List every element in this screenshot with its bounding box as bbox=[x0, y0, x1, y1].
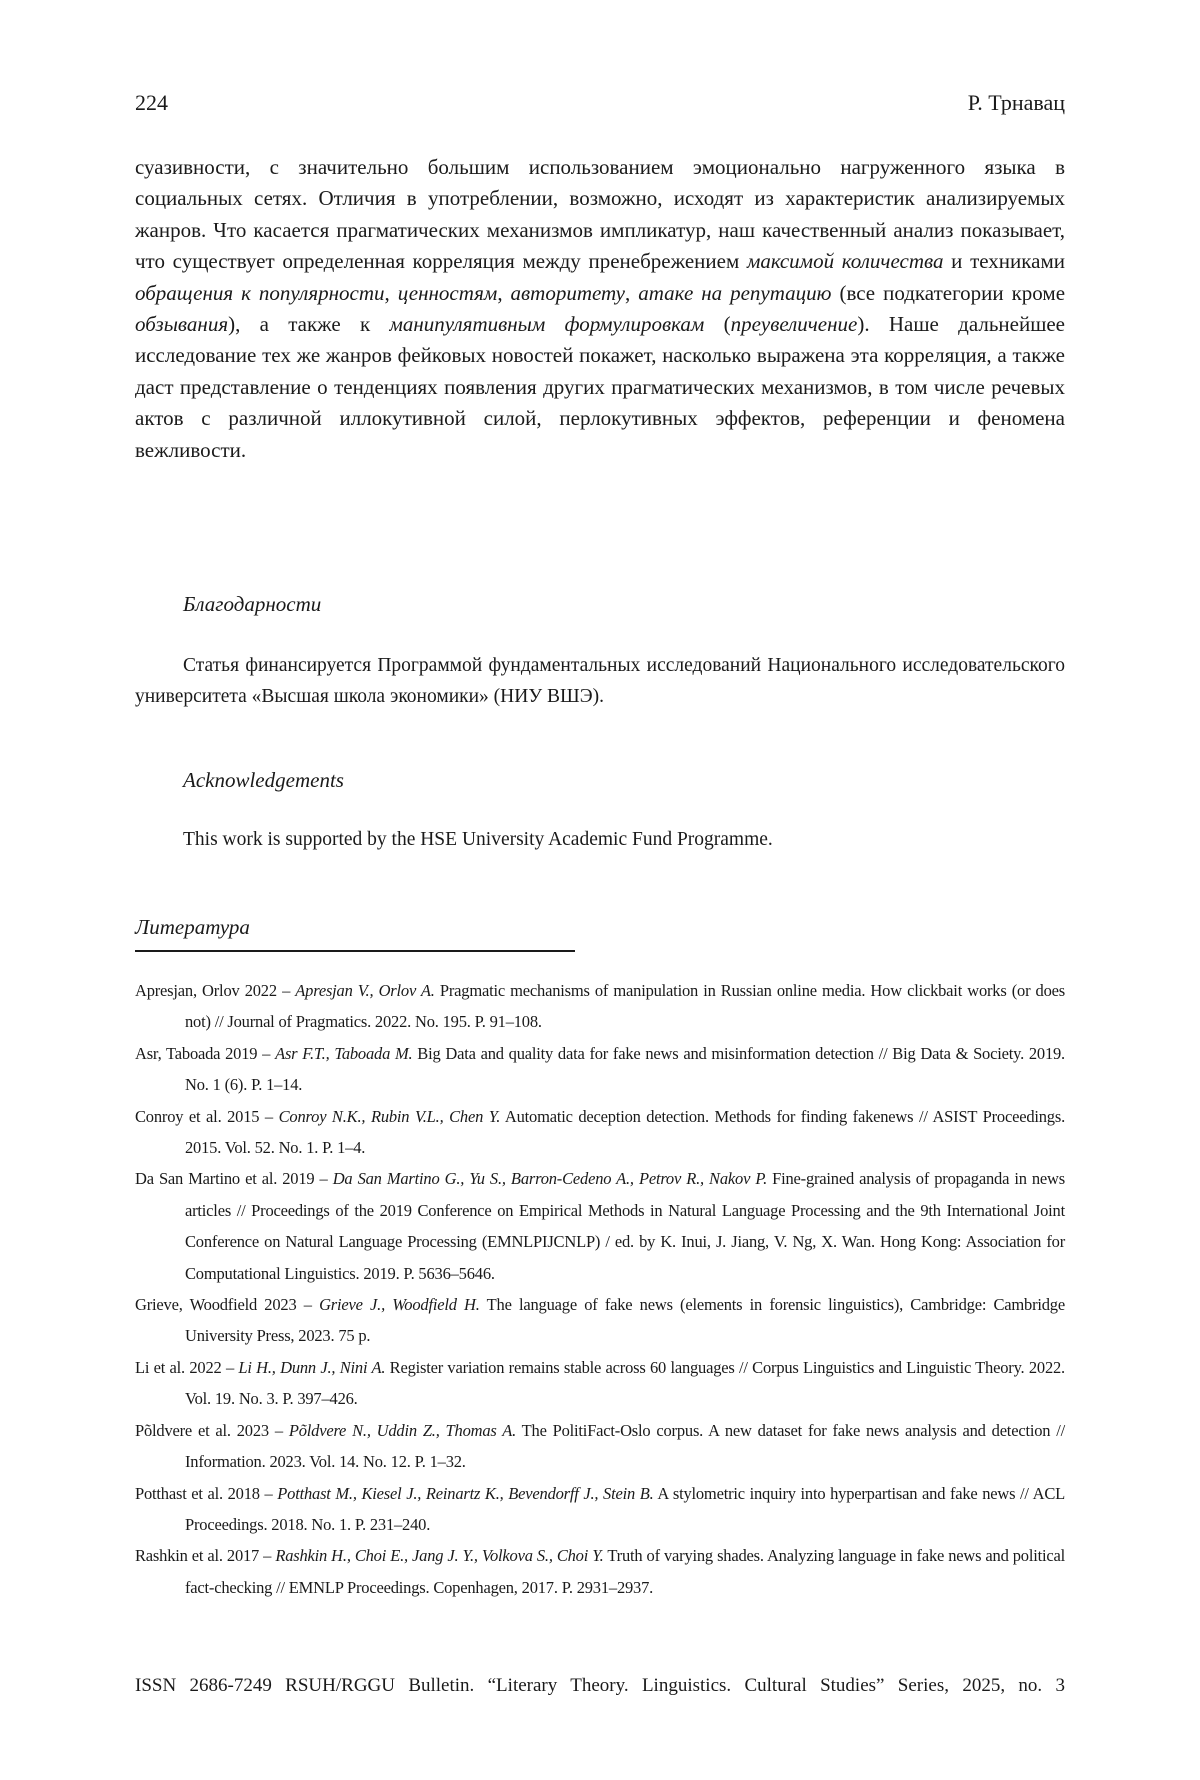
reference-text: Big Data and quality data for fake news and misinformation detection // Big Data & Society. 2019. No. 1 (6). P. 1–14. bbox=[185, 1044, 1065, 1094]
italic-term: обращения к популярности bbox=[135, 281, 385, 305]
body-text: ). Наше дальнейшее исследование тех же жанров фейковых новостей покажет, насколько выражена эта корреляция, а также даст представление о тенденциях появления других прагматических механизмов, в том числе речевых актов с раз­личной иллокутивной силой, перлокутивных эффектов, референции и феномена вежливости. bbox=[135, 312, 1065, 462]
reference-authors: Põldvere N., Uddin Z., Thomas A. bbox=[289, 1421, 516, 1440]
body-text: , bbox=[625, 281, 638, 305]
running-author: Р. Трнавац bbox=[968, 90, 1065, 116]
reference-key: Conroy et al. 2015 – bbox=[135, 1107, 279, 1126]
body-text: ), а также к bbox=[228, 312, 389, 336]
acknowledgements-text: This work is supported by the HSE University Academic Fund Programme. bbox=[135, 824, 1065, 855]
body-paragraph bbox=[135, 152, 1065, 466]
reference-authors: Potthast M., Kiesel J., Reinartz K., Bevendorff J., Stein B. bbox=[277, 1484, 653, 1503]
reference-item bbox=[135, 1101, 1065, 1164]
reference-text: Pragmatic mechanisms of manipulation in Russian online media. How clickbait works (or does not) // Journal of Pragmatics. 2022. No. 195. P. 91–108. bbox=[185, 981, 1065, 1031]
reference-item bbox=[135, 1352, 1065, 1415]
italic-term: манипулятивным формулировкам bbox=[389, 312, 704, 336]
body-text: ( bbox=[704, 312, 730, 336]
reference-key: Da San Martino et al. 2019 – bbox=[135, 1169, 333, 1188]
reference-item bbox=[135, 1478, 1065, 1541]
reference-item bbox=[135, 1415, 1065, 1478]
reference-key: Potthast et al. 2018 – bbox=[135, 1484, 277, 1503]
body-text: , bbox=[497, 281, 510, 305]
reference-authors: Apresjan V., Orlov A. bbox=[295, 981, 434, 1000]
body-text: , bbox=[385, 281, 398, 305]
italic-term: ценностям bbox=[398, 281, 498, 305]
reference-key: Li et al. 2022 – bbox=[135, 1358, 238, 1377]
reference-authors: Da San Martino G., Yu S., Barron-Cedeno A., Petrov R., Nakov P. bbox=[333, 1169, 767, 1188]
reference-key: Apresjan, Orlov 2022 – bbox=[135, 981, 295, 1000]
reference-item bbox=[135, 1289, 1065, 1352]
body-text: (все подкатегории кроме bbox=[831, 281, 1065, 305]
reference-text: The PolitiFact-Oslo corpus. A new dataset for fake news analysis and detection // Information. 2023. Vol. 14. No. 12. P. 1–32. bbox=[185, 1421, 1065, 1471]
reference-key: Rashkin et al. 2017 – bbox=[135, 1546, 275, 1565]
reference-text: Register variation remains stable across 60 languages // Corpus Linguistics and Linguistic Theory. 2022. Vol. 19. No. 3. P. 397–426. bbox=[185, 1358, 1065, 1408]
reference-key: Grieve, Woodfield 2023 – bbox=[135, 1295, 319, 1314]
thanks-text: Статья финансируется Программой фундаментальных исследований Национального исследовательского университета «Высшая школа экономики» (НИУ ВШЭ). bbox=[135, 650, 1065, 713]
italic-term: обзывания bbox=[135, 312, 228, 336]
reference-authors: Rashkin H., Choi E., Jang J. Y., Volkova S., Choi Y. bbox=[275, 1546, 603, 1565]
reference-key: Asr, Taboada 2019 – bbox=[135, 1044, 275, 1063]
reference-list bbox=[135, 975, 1065, 1603]
body-text: и техниками bbox=[943, 249, 1065, 273]
body-text: суазивности, с значительно большим использованием эмоционально нагружен­ного языка в социальных сетях. Отличия в употреблении, возможно, исходят из характеристик анализируемых жанров. Что касается прагматических механизмов импликатур, наш качественный анализ показывает, что существует определенная корреляция между пренебрежением bbox=[135, 155, 1065, 273]
reference-text: A stylometric inquiry into hyperpartisan and fake news // ACL Proceedings. 2018. No. 1. P. 231–240. bbox=[185, 1484, 1065, 1534]
reference-text: Fine-grained analysis of propaganda in news articles // Proceedings of the 2019 Conference on Empirical Methods in Natural Language Processing and the 9th International Joint Conference on Natural Language Processing (EMNLPIJCNLP) / ed. by K. Inui, J. Jiang, V. Ng, X. Wan. Hong Kong: Association for Computational Linguistics. 2019. P. 5636–5646. bbox=[185, 1169, 1065, 1282]
reference-authors: Grieve J., Woodfield H. bbox=[319, 1295, 480, 1314]
reference-item bbox=[135, 1540, 1065, 1603]
reference-authors: Li H., Dunn J., Nini A. bbox=[238, 1358, 385, 1377]
thanks-heading: Благодарности bbox=[183, 592, 321, 617]
running-header bbox=[135, 90, 1065, 116]
references-heading: Литература bbox=[135, 915, 250, 940]
italic-term: преувеличение bbox=[731, 312, 858, 336]
acknowledgements-heading: Acknowledgements bbox=[183, 768, 344, 793]
italic-term: атаке на репутацию bbox=[638, 281, 831, 305]
reference-authors: Asr F.T., Taboada M. bbox=[275, 1044, 412, 1063]
reference-key: Põldvere et al. 2023 – bbox=[135, 1421, 289, 1440]
page-number: 224 bbox=[135, 90, 168, 116]
references-heading-rule bbox=[135, 950, 575, 952]
page-footer: ISSN 2686-7249 RSUH/RGGU Bulletin. “Literary Theory. Linguistics. Cultural Studies” Series, 2025, no. 3 bbox=[135, 1675, 1065, 1697]
reference-item bbox=[135, 1163, 1065, 1289]
reference-text: Automatic deception detection. Methods for finding fakenews // ASIST Proceedings. 2015. Vol. 52. No. 1. P. 1–4. bbox=[185, 1107, 1065, 1157]
reference-authors: Conroy N.K., Rubin V.L., Chen Y. bbox=[279, 1107, 501, 1126]
reference-item bbox=[135, 1038, 1065, 1101]
reference-text: The language of fake news (elements in forensic linguistics), Cambridge: Cambridge University Press, 2023. 75 p. bbox=[185, 1295, 1065, 1345]
italic-term: авторитету bbox=[511, 281, 625, 305]
reference-item bbox=[135, 975, 1065, 1038]
italic-term: максимой количества bbox=[747, 249, 944, 273]
reference-text: Truth of varying shades. Analyzing language in fake news and political fact-checking // EMNLP Proceedings. Copenhagen, 2017. P. 2931–2937. bbox=[185, 1546, 1065, 1596]
